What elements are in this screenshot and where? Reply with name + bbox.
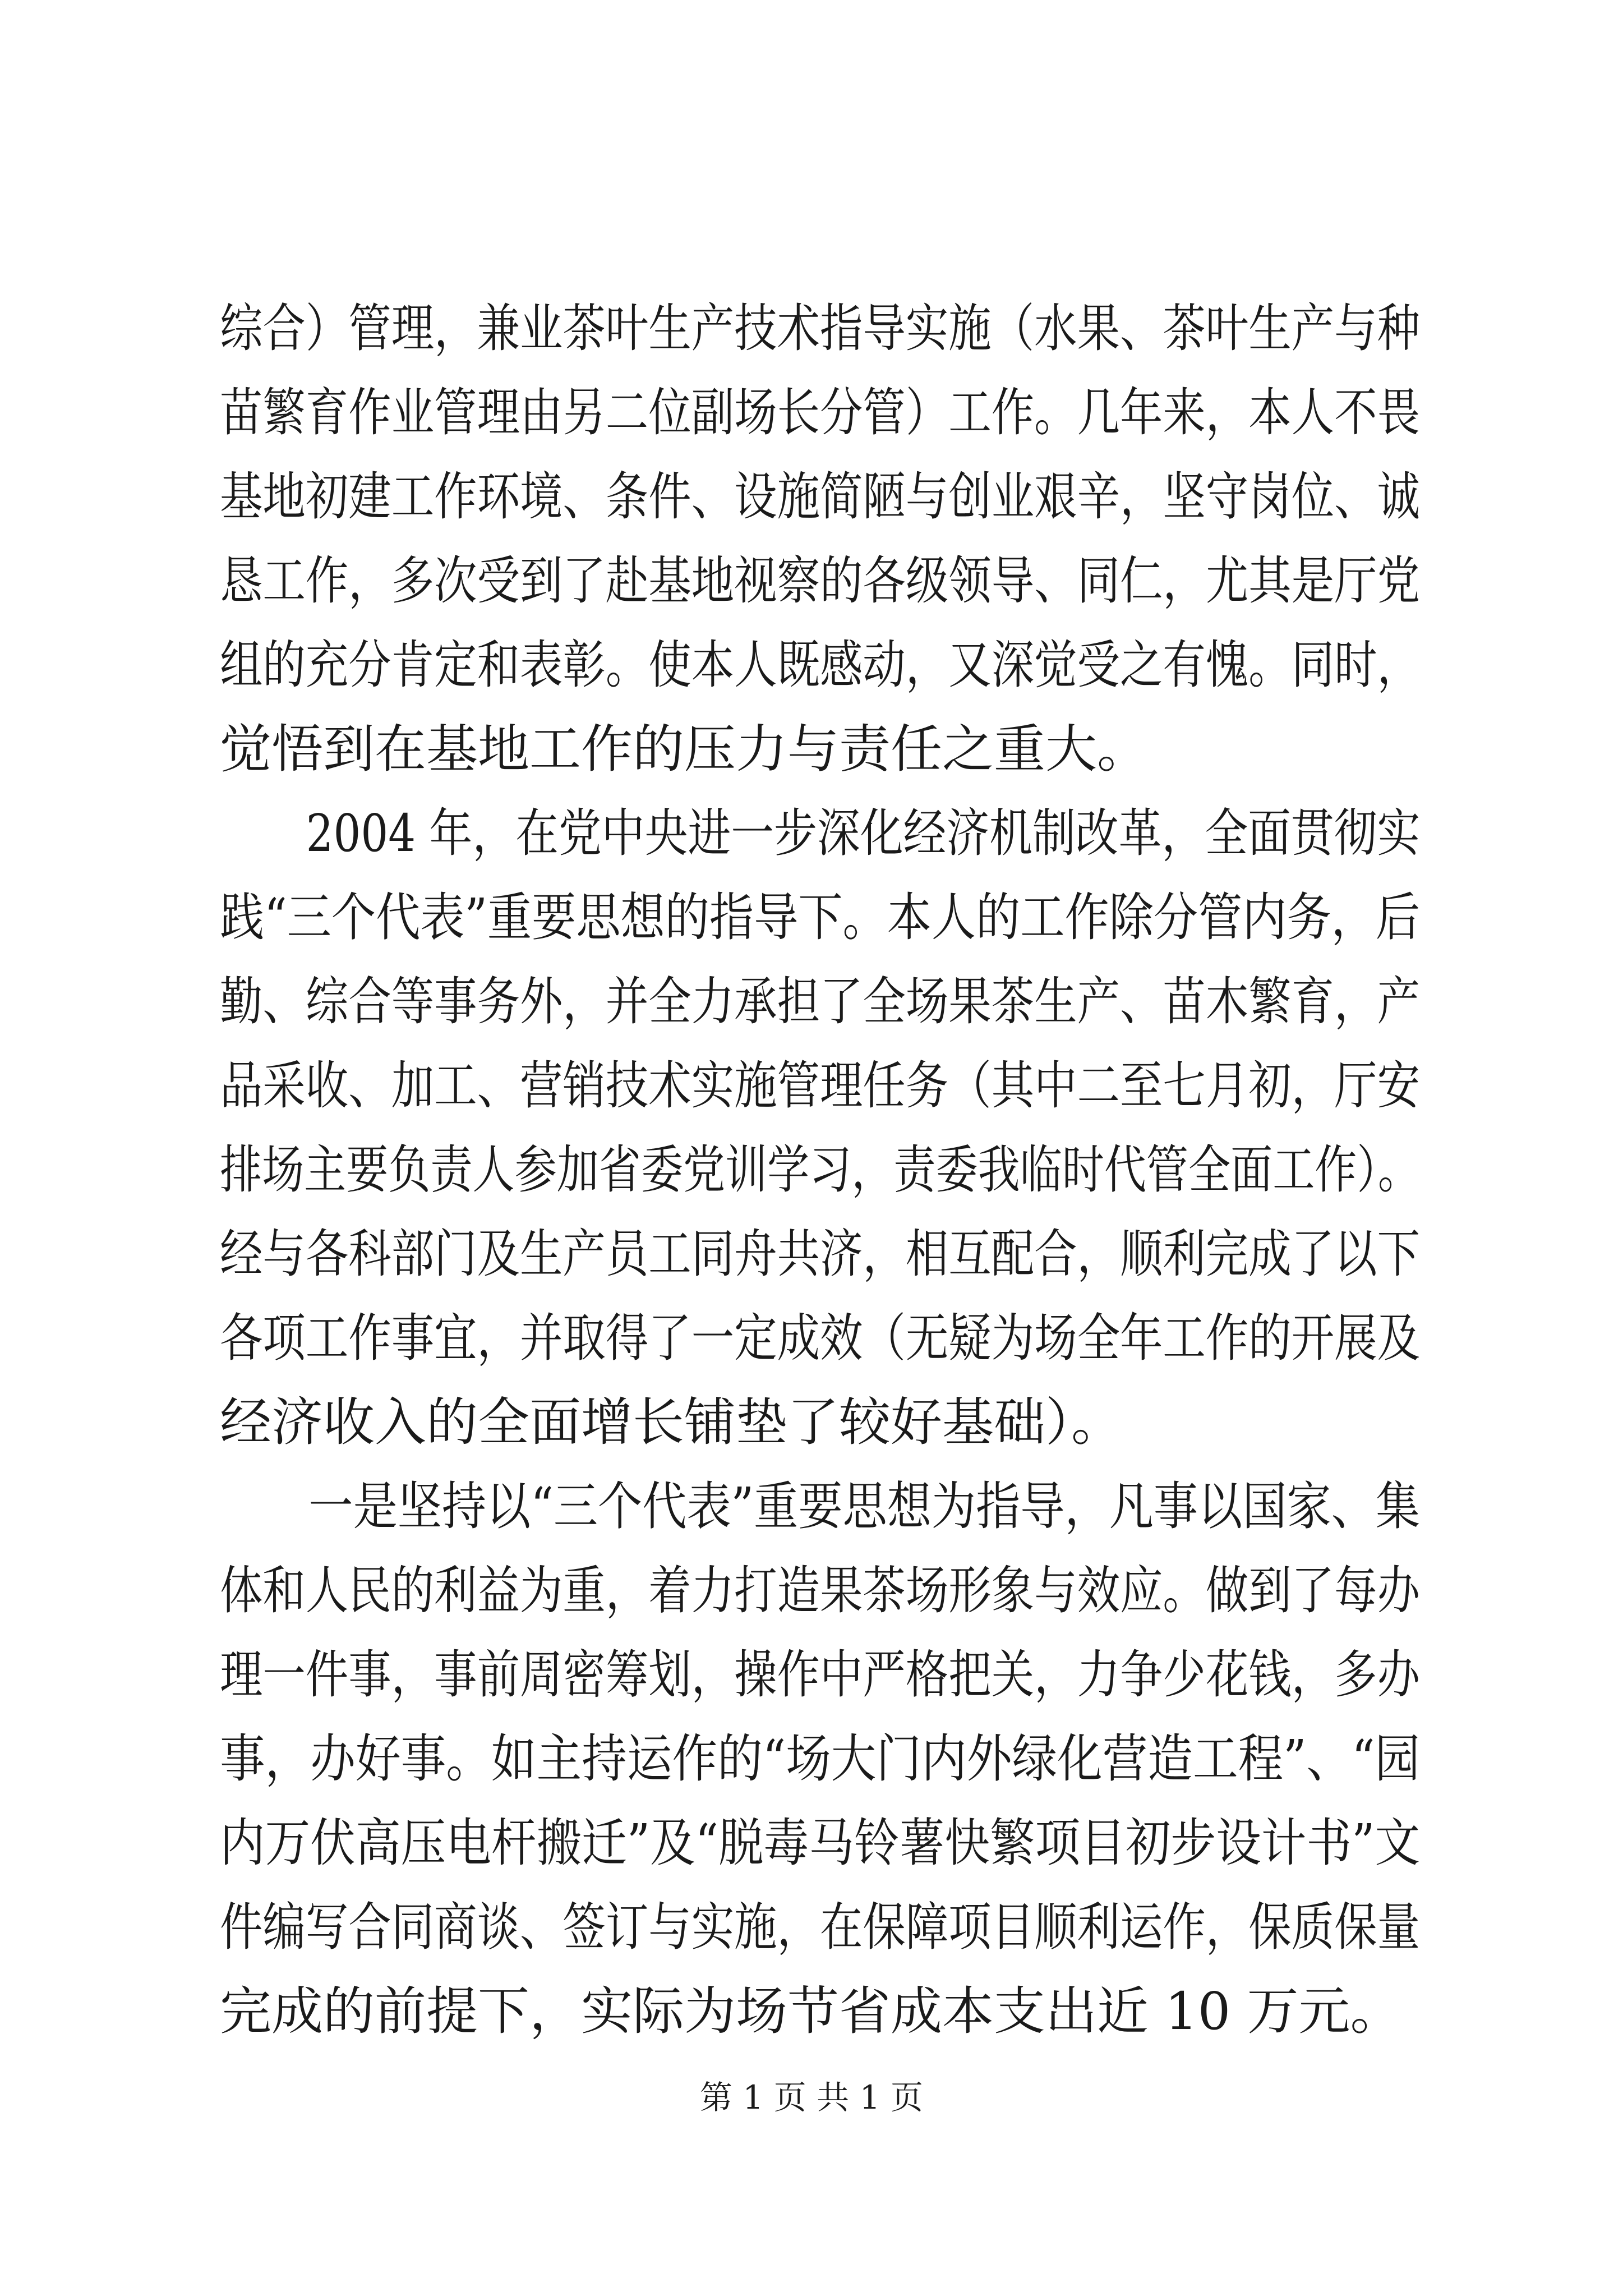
text-line: 理一件事，事前周密筹划，操作中严格把关，力争少花钱，多办 (220, 1645, 1421, 1705)
text-line: 件编写合同商谈、签订与实施，在保障项目顺利运作，保质保量 (220, 1897, 1421, 1957)
text-line: 组的充分肯定和表彰。使本人既感动，又深觉受之有愧。同时， (220, 635, 1421, 695)
text-line: 排场主要负责人参加省委党训学习，责委我临时代管全面工作）。 (220, 1140, 1421, 1200)
text-line: 觉悟到在基地工作的压力与责任之重大。 (220, 719, 1149, 779)
text-line: 品采收、加工、营销技术实施管理任务（其中二至七月初，厅安 (220, 1056, 1421, 1116)
page-footer: 第 1 页 共 1 页 (700, 2078, 923, 2116)
text-line: 基地初建工作环境、条件、设施简陋与创业艰辛，坚守岗位、诚 (220, 467, 1421, 527)
text-line: 经济收入的全面增长铺垫了较好基础）。 (220, 1392, 1123, 1452)
text-line: 践“三个代表”重要思想的指导下。本人的工作除分管内务，后 (220, 887, 1421, 947)
text-line: 内万伏高压电杆搬迁”及“脱毒马铃薯快繁项目初步设计书”文 (220, 1813, 1421, 1873)
text-line: 勤、综合等事务外，并全力承担了全场果茶生产、苗木繁育，产 (220, 972, 1421, 1032)
text-line: 恳工作，多次受到了赴基地视察的各级领导、同仁，尤其是厅党 (220, 551, 1421, 611)
text-line: 完成的前提下，实际为场节省成本支出近 10 万元。 (220, 1981, 1402, 2041)
text-line: 体和人民的利益为重，着力打造果茶场形象与效应。做到了每办 (220, 1561, 1421, 1621)
text-line: 各项工作事宜，并取得了一定成效（无疑为场全年工作的开展及 (220, 1308, 1421, 1368)
text-line: 苗繁育作业管理由另二位副场长分管）工作。几年来，本人不畏 (220, 383, 1421, 443)
text-line: 综合）管理，兼业茶叶生产技术指导实施（水果、茶叶生产与种 (220, 298, 1421, 358)
text-line: 2004 年，在党中央进一步深化经济机制改革，全面贯彻实 (220, 803, 1421, 863)
text-line: 一是坚持以“三个代表”重要思想为指导，凡事以国家、集 (220, 1476, 1421, 1536)
text-line: 事，办好事。如主持运作的“场大门内外绿化营造工程”、“园 (220, 1729, 1421, 1789)
text-line: 经与各科部门及生产员工同舟共济，相互配合，顺利完成了以下 (220, 1224, 1421, 1284)
